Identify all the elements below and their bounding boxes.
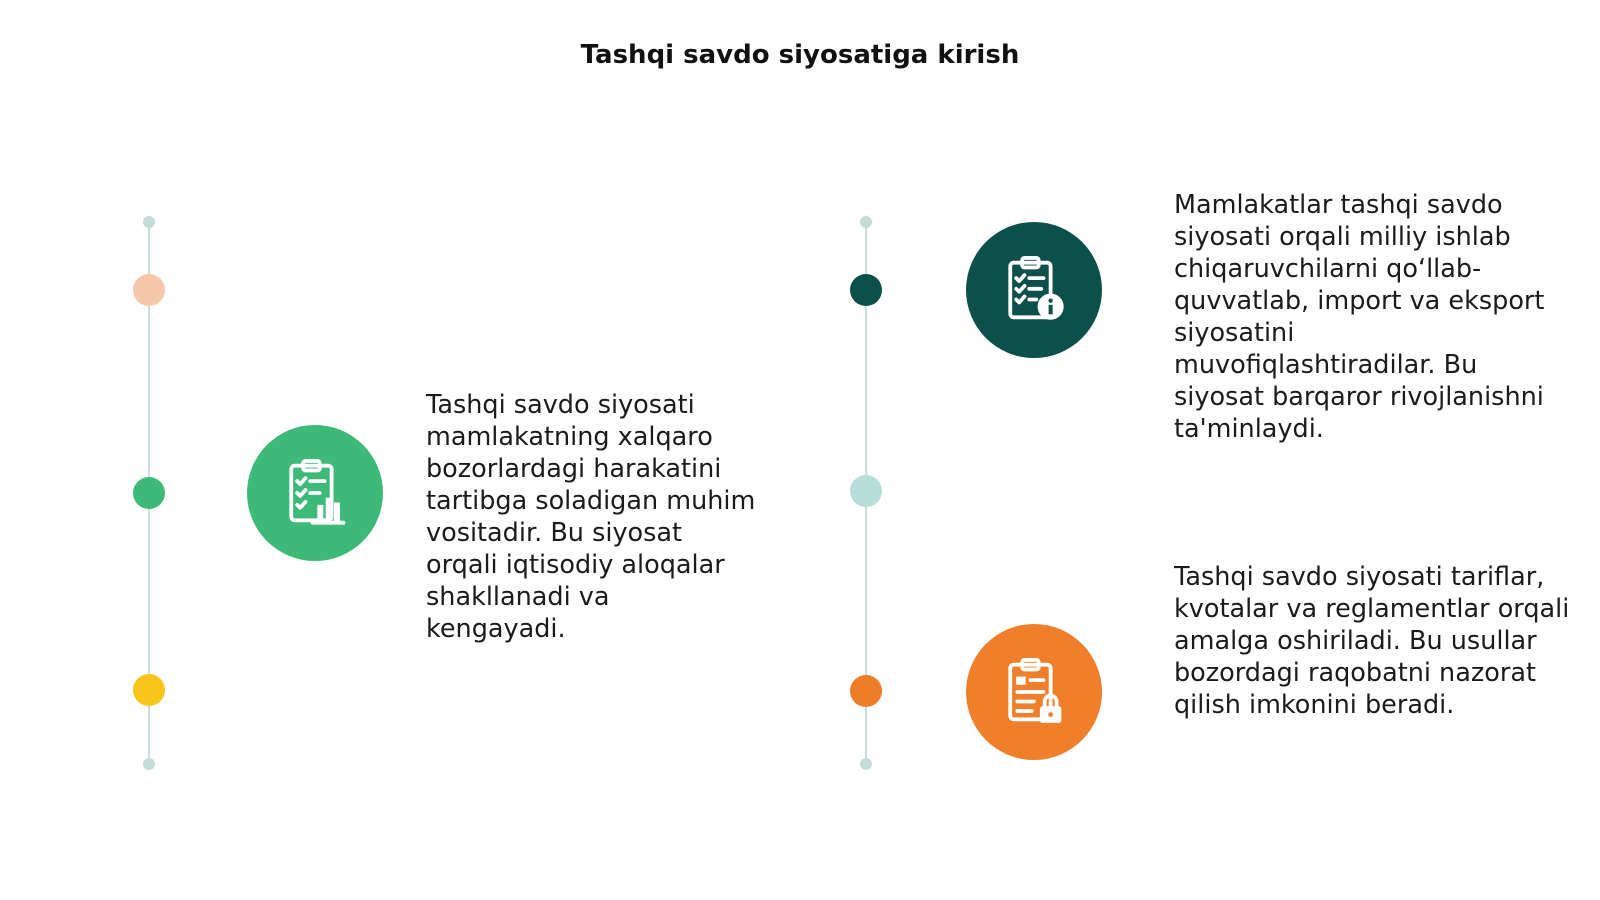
description-1: Tashqi savdo siyosati mamlakatning xalqaro bozorlardagi harakatini tartibga soladigan muhim vositadir. Bu siyosat orqali iqtisodiy aloqalar shakllanadi va kengayadi. (426, 390, 756, 644)
timeline-right-top-cap (860, 216, 872, 228)
timeline-node-green (133, 477, 165, 509)
timeline-left-bottom-cap (143, 758, 155, 770)
clipboard-lock-badge (966, 624, 1102, 760)
timeline-left-top-cap (143, 216, 155, 228)
clipboard-lock-icon (996, 654, 1072, 730)
clipboard-info-icon (996, 252, 1072, 328)
timeline-node-dark-teal (850, 274, 882, 306)
clipboard-info-badge (966, 222, 1102, 358)
page-title: Tashqi savdo siyosatiga kirish (580, 40, 1020, 70)
description-2: Mamlakatlar tashqi savdo siyosati orqali milliy ishlab chiqaruvchilarni qo‘llab-quvvatlab, import va eksport siyosatini muvofiqlashtiradilar. Bu siyosat barqaror rivojlanishni ta'minlaydi. (1174, 190, 1545, 444)
timeline-node-orange (850, 675, 882, 707)
timeline-node-peach (133, 274, 165, 306)
clipboard-chart-badge (247, 425, 383, 561)
timeline-right-bottom-cap (860, 758, 872, 770)
description-3: Tashqi savdo siyosati tariflar, kvotalar va reglamentlar orqali amalga oshiriladi. Bu usullar bozordagi raqobatni nazorat qilish imkonini beradi. (1174, 562, 1570, 720)
clipboard-chart-icon (277, 455, 353, 531)
timeline-node-light-teal (850, 475, 882, 507)
timeline-node-yellow (133, 674, 165, 706)
